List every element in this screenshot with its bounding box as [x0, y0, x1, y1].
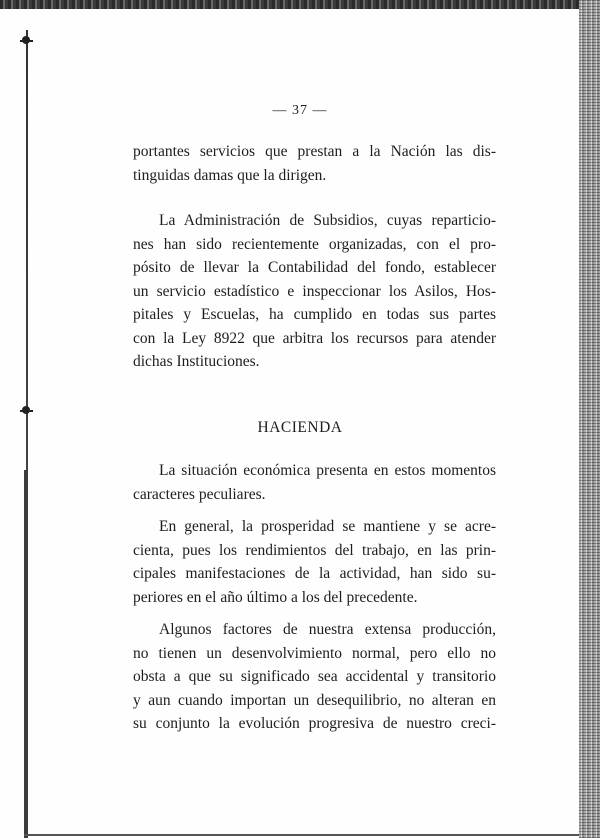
bottom-rule [24, 834, 579, 836]
text-line: no tienen un desenvolvimiento normal, pero ello no [133, 644, 496, 662]
paragraph-factores [133, 618, 496, 736]
paragraph-subsidios [133, 209, 496, 374]
hacienda-body [133, 459, 496, 745]
binding-rule-lower [24, 470, 28, 838]
text-line: cipales manifestaciones de la actividad, han sido su- [133, 565, 496, 582]
section-heading: HACIENDA [257, 419, 343, 436]
text-line: cienta, pues los rendimientos del trabajo, en las prin- [133, 541, 496, 559]
text-line: y aun cuando importan un desequilibrio, no alteran en [133, 691, 496, 709]
text-line: tinguidas damas que la dirigen. [133, 166, 327, 184]
text-line: portantes servicios que prestan a la Nación las dis- [133, 143, 496, 160]
text-line: dichas Instituciones. [133, 353, 260, 370]
text-line: su conjunto la evolución progresiva de nuestro creci- [133, 715, 496, 732]
text-line: pósito de llevar la Contabilidad del fondo, establecer [133, 259, 496, 276]
text-line: En general, la prosperidad se mantiene y se acre- [159, 518, 496, 535]
text-line: La situación económica presenta en estos momentos [159, 462, 496, 479]
page-number: — 37 — [272, 103, 328, 118]
text-line: pitales y Escuelas, ha cumplido en todas sus partes [133, 306, 496, 323]
paragraph-continuation [133, 140, 496, 187]
text-line: con la Ley 8922 que arbitra los recursos para atender [133, 329, 496, 347]
text-line: La Administración de Subsidios, cuyas reparticio- [159, 212, 496, 229]
binding-dot-top [22, 36, 30, 44]
binding-dot-middle [22, 406, 30, 414]
text-line: Algunos factores de nuestra extensa producción, [159, 621, 496, 638]
paragraph-situacion [133, 459, 496, 506]
text-line: un servicio estadístico e inspeccionar los Asilos, Hos- [133, 282, 496, 300]
top-page-edge [0, 0, 600, 9]
paragraph-prosperidad [133, 515, 496, 609]
text-line: obsta a que su significado sea accidental y transitorio [133, 668, 496, 685]
text-line: caracteres peculiares. [133, 485, 266, 503]
text-line: nes han sido recientemente organizadas, con el pro- [133, 235, 496, 253]
text-line: periores en el año último a los del precedente. [133, 588, 418, 606]
